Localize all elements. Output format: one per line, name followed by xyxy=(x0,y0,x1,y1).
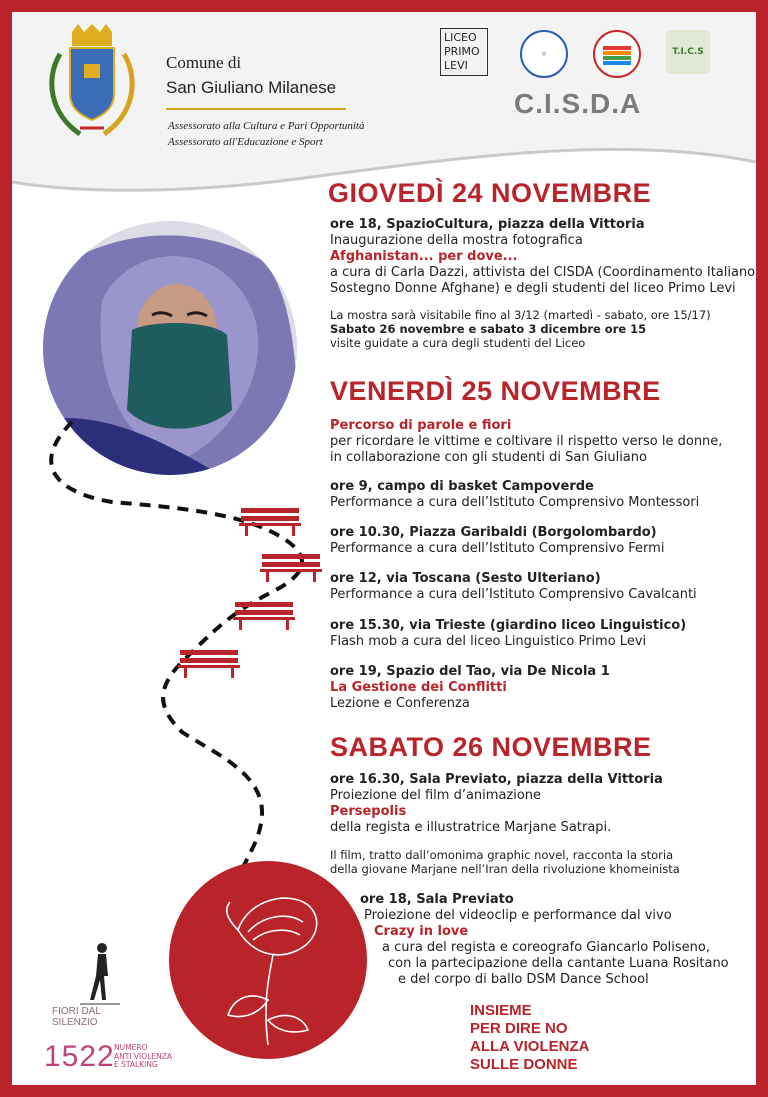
liceo-logo-line: LICEO xyxy=(444,31,477,44)
helpline-line: ANTI VIOLENZA xyxy=(114,1051,172,1061)
conflitti-title: La Gestione dei Conflitti xyxy=(330,680,507,695)
event-line: per ricordare le vittime e coltivare il rispetto verso le donne, xyxy=(330,434,723,449)
comune-line1: Comune di xyxy=(166,53,242,72)
assessorato-1: Assessorato alla Cultura e Pari Opportunità xyxy=(168,120,365,132)
event-head: ore 16.30, Sala Previato, piazza della Vittoria xyxy=(330,772,663,787)
event-line: Proiezione del videoclip e performance dal vivo xyxy=(364,908,672,923)
comune-line2: San Giuliano Milanese xyxy=(166,78,337,97)
exhibition-title: Afghanistan... per dove... xyxy=(330,249,518,264)
tics-logo: T.I.C.S xyxy=(666,30,710,74)
event-line: Sostegno Donne Afghane) e degli studenti del liceo Primo Levi xyxy=(330,281,736,296)
fiori-logo xyxy=(52,1006,101,1028)
event-head: ore 18, Sala Previato xyxy=(360,892,514,907)
event-line: Performance a cura dell’Istituto Comprensivo Fermi xyxy=(330,541,665,556)
event-note: Il film, tratto dall’omonima graphic novel, racconta la storia xyxy=(330,848,674,862)
event-head: ore 19, Spazio del Tao, via De Nicola 1 xyxy=(330,664,610,679)
liceo-logo-line: LEVI xyxy=(444,59,468,72)
day-title-sabato: SABATO 26 NOVEMBRE xyxy=(330,732,652,762)
bench-icon xyxy=(178,648,240,678)
liceo-logo-line: PRIMO xyxy=(444,45,480,58)
event-head: ore 9, campo di basket Campoverde xyxy=(330,479,594,494)
day-title-venerdi: VENERDÌ 25 NOVEMBRE xyxy=(330,376,661,406)
event-head: ore 18, SpazioCultura, piazza della Vittoria xyxy=(330,217,645,232)
event-head: ore 12, via Toscana (Sesto Ulteriano) xyxy=(330,571,601,586)
event-head: ore 10.30, Piazza Garibaldi (Borgolombardo) xyxy=(330,525,657,540)
bench-icon xyxy=(239,506,301,536)
bench-icon xyxy=(260,552,322,582)
event-head: ore 15.30, via Trieste (giardino liceo Linguistico) xyxy=(330,618,687,633)
persepolis-title: Persepolis xyxy=(330,804,407,819)
event-line: Flash mob a cura del liceo Linguistico Primo Levi xyxy=(330,634,647,649)
fiori-line: FIORI DAL xyxy=(52,1006,101,1017)
assessorato-2: Assessorato all'Educazione e Sport xyxy=(168,136,323,148)
crazy-in-love-title: Crazy in love xyxy=(374,924,469,939)
event-note: della giovane Marjane nell’Iran della rivoluzione khomeinista xyxy=(330,862,680,876)
event-line: e del corpo di ballo DSM Dance School xyxy=(398,972,649,987)
day-title-giovedi: GIOVEDÌ 24 NOVEMBRE xyxy=(328,178,652,208)
school-logo-1: ◎ xyxy=(520,30,568,78)
event-line: con la partecipazione della cantante Luana Rositano xyxy=(388,956,729,971)
event-note: visite guidate a cura degli studenti del Liceo xyxy=(330,336,586,350)
event-line: Performance a cura dell’Istituto Comprensivo Montessori xyxy=(330,495,700,510)
event-line: in collaborazione con gli studenti di San Giuliano xyxy=(330,450,647,465)
event-line: a cura del regista e coreografo Giancarlo Poliseno, xyxy=(382,940,710,955)
cisda-logo: C.I.S.D.A xyxy=(514,88,642,119)
slogan-line: PER DIRE NO xyxy=(470,1020,568,1037)
event-line: Performance a cura dell’Istituto Comprensivo Cavalcanti xyxy=(330,587,697,602)
helpline-number: 1522 xyxy=(44,1040,115,1073)
helpline-line: NUMERO xyxy=(114,1043,148,1052)
event-note: La mostra sarà visitabile fino al 3/12 (martedì - sabato, ore 15/17) xyxy=(330,308,711,322)
event-line: della regista e illustratrice Marjane Satrapi. xyxy=(330,820,612,835)
slogan xyxy=(470,1002,589,1074)
event-line: Inaugurazione della mostra fotografica xyxy=(330,233,583,248)
poster xyxy=(12,12,756,1085)
slogan-line: INSIEME xyxy=(470,1002,532,1019)
event-line: a cura di Carla Dazzi, attivista del CISDA (Coordinamento Italiano xyxy=(330,265,756,280)
fiori-line: SILENZIO xyxy=(52,1017,98,1028)
slogan-line: ALLA VIOLENZA xyxy=(470,1038,590,1055)
percorso-title: Percorso di parole e fiori xyxy=(330,418,512,433)
bench-icon xyxy=(233,600,295,630)
helpline-line: E STALKING xyxy=(114,1060,158,1069)
helpline-desc xyxy=(114,1044,172,1070)
flower-circle xyxy=(168,860,368,1060)
event-note: Sabato 26 novembre e sabato 3 dicembre ore 15 xyxy=(330,322,647,336)
silhouette-icon xyxy=(80,940,120,1006)
event-line: Proiezione del film d’animazione xyxy=(330,788,542,803)
event-line: Lezione e Conferenza xyxy=(330,696,470,711)
slogan-line: SULLE DONNE xyxy=(470,1056,578,1073)
